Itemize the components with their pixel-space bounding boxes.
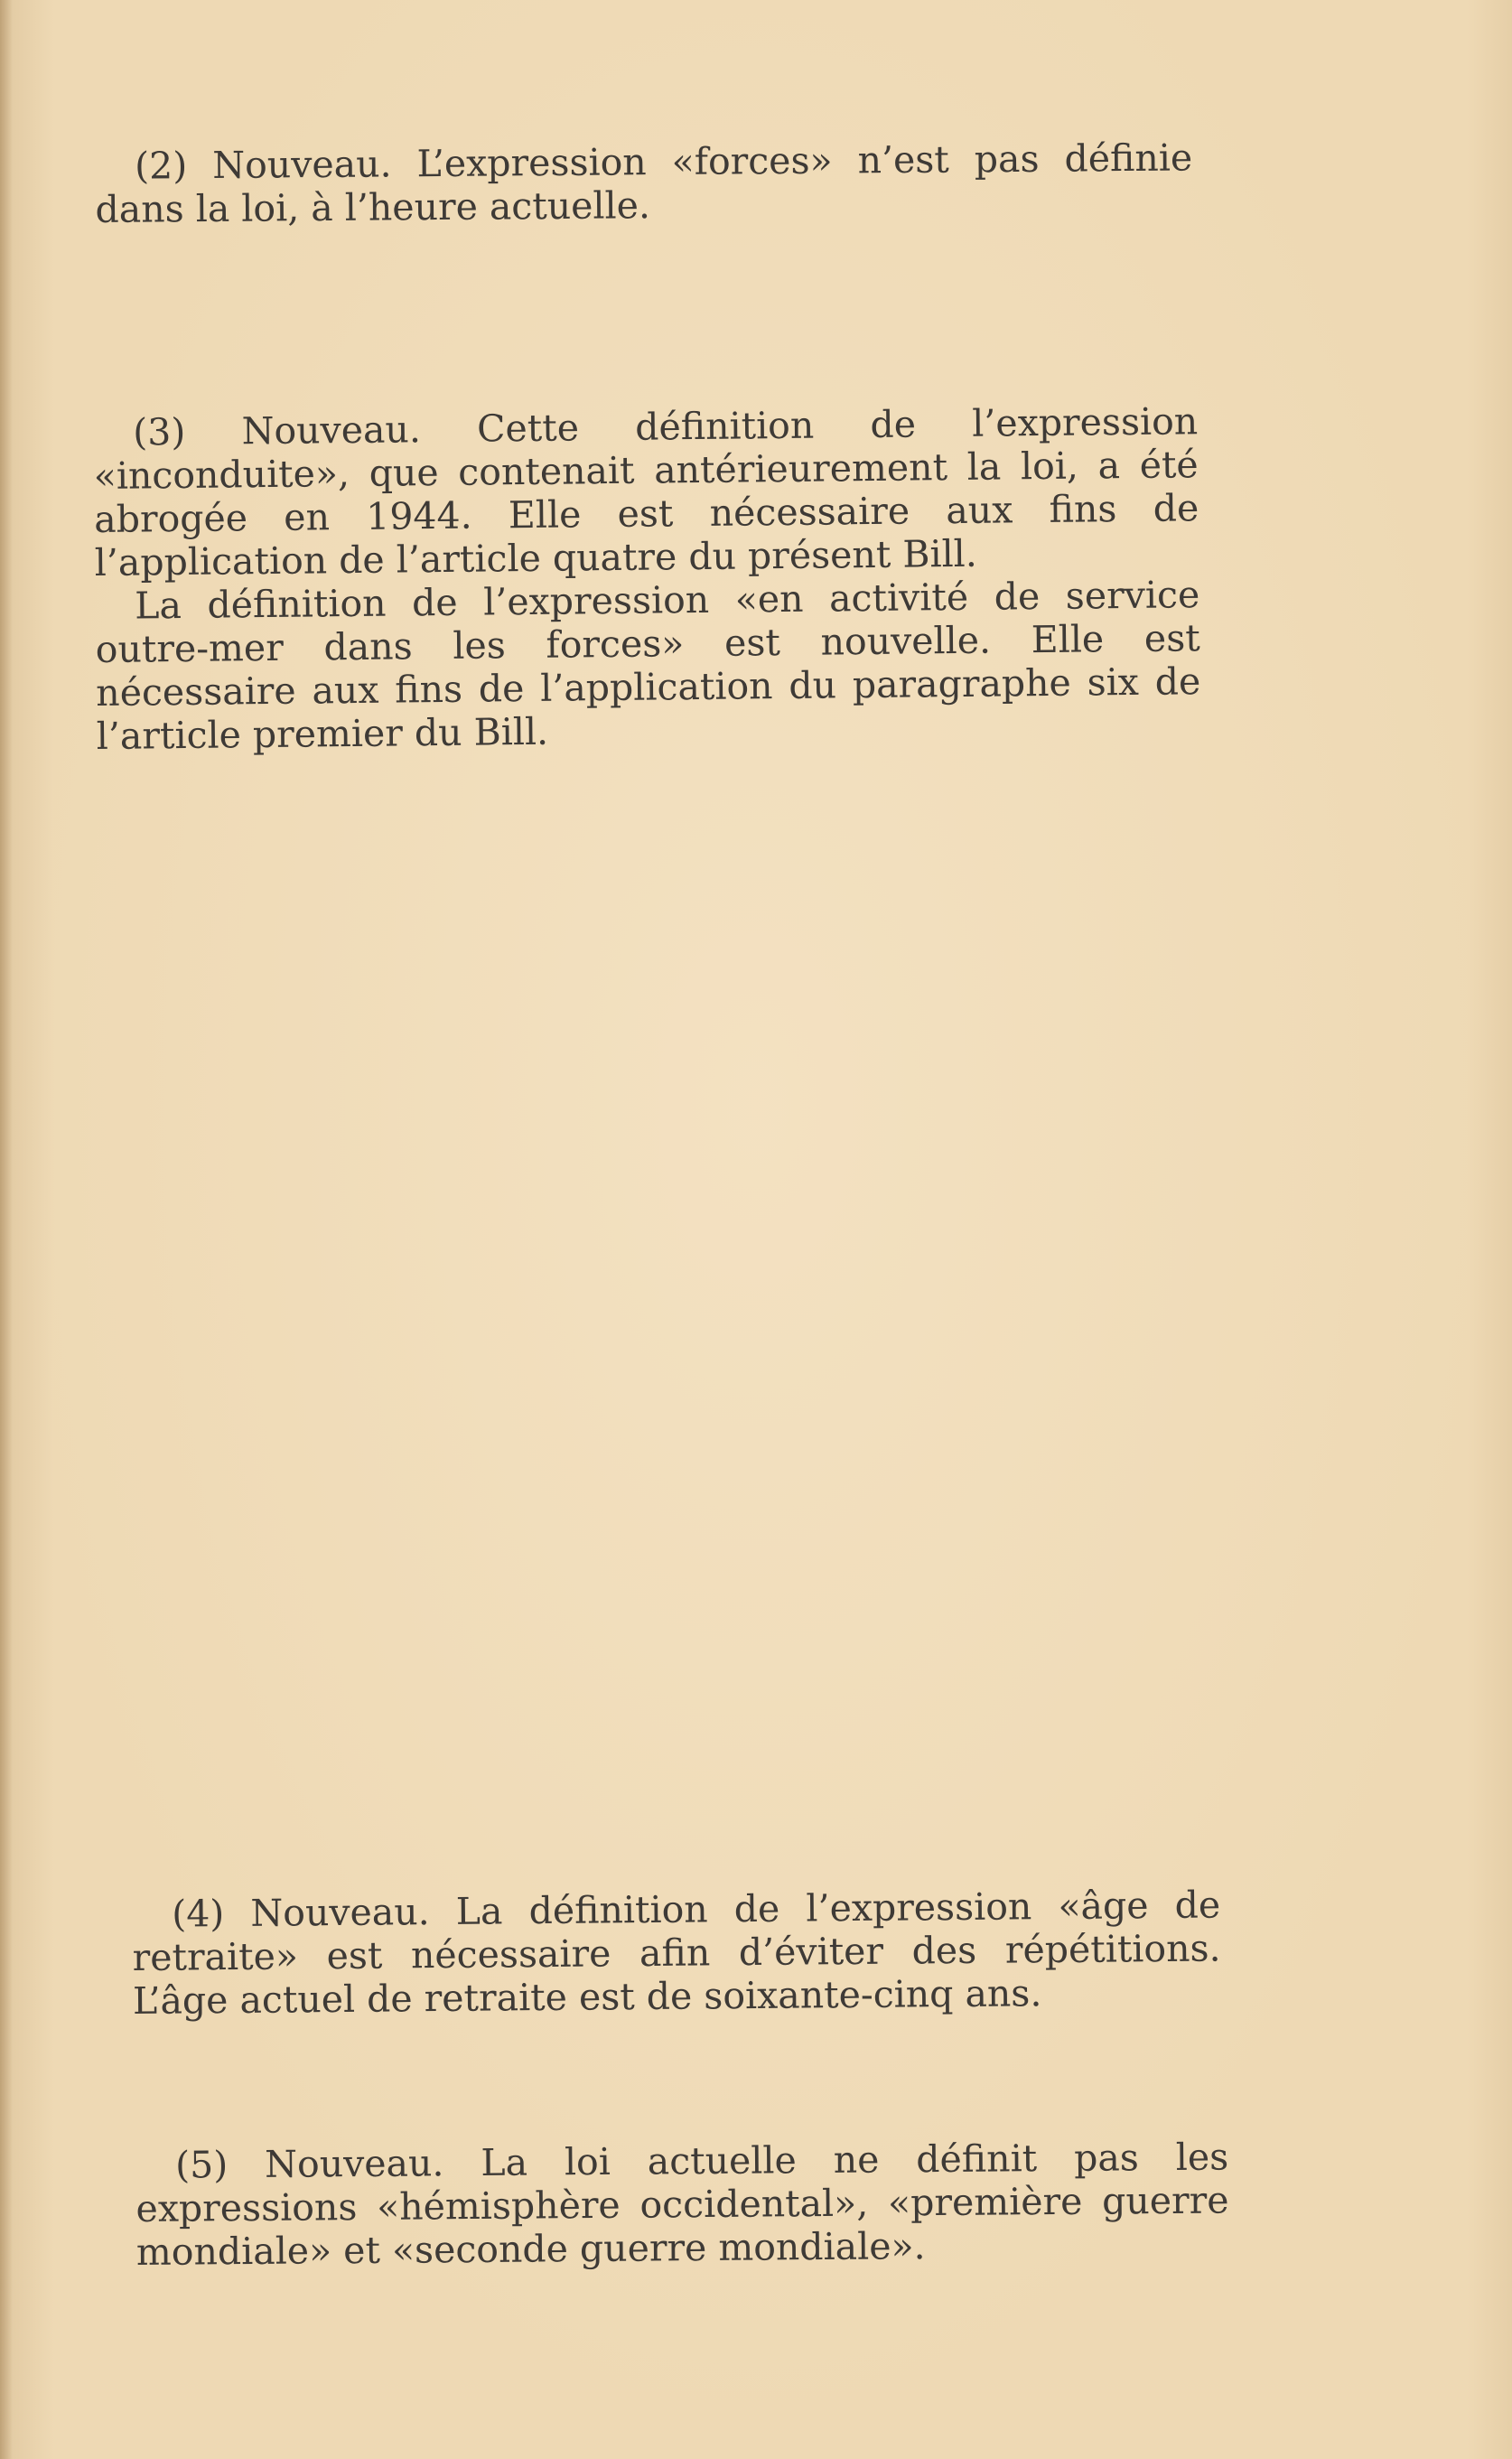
footnote-3	[93, 399, 1201, 758]
footnote-2-text: (2) Nouveau. L’expression «forces» n’est pas définie dans la loi, à l’heure actuelle.	[95, 136, 1193, 231]
page-binding-edge	[0, 0, 13, 2459]
footnote-2	[95, 136, 1193, 231]
footnote-5-text: (5) Nouveau. La loi actuelle ne définit pas les expressions «hémisphère occidental», «première guerre mondiale» et «seconde guerre mondiale».	[135, 2135, 1229, 2274]
footnote-3-continuation: La définition de l’expression «en activité de service outre-mer dans les forces» est nouvelle. Elle est nécessaire aux fins de l’application du paragraphe six de l’article premier du Bill.	[95, 573, 1201, 758]
footnote-4-text: (4) Nouveau. La définition de l’expression «âge de retraite» est nécessaire afin d’éviter des répétitions. L’âge actuel de retraite est de soixante-cinq ans.	[132, 1883, 1221, 2023]
footnote-3-text: (3) Nouveau. Cette définition de l’expression «inconduite», que contenait antérieurement la loi, a été abrogée en 1944. Elle est nécessaire aux fins de l’application de l’article quatre du présent Bill.	[93, 399, 1199, 584]
footnote-5	[135, 2135, 1229, 2273]
footnote-4	[132, 1883, 1221, 2023]
